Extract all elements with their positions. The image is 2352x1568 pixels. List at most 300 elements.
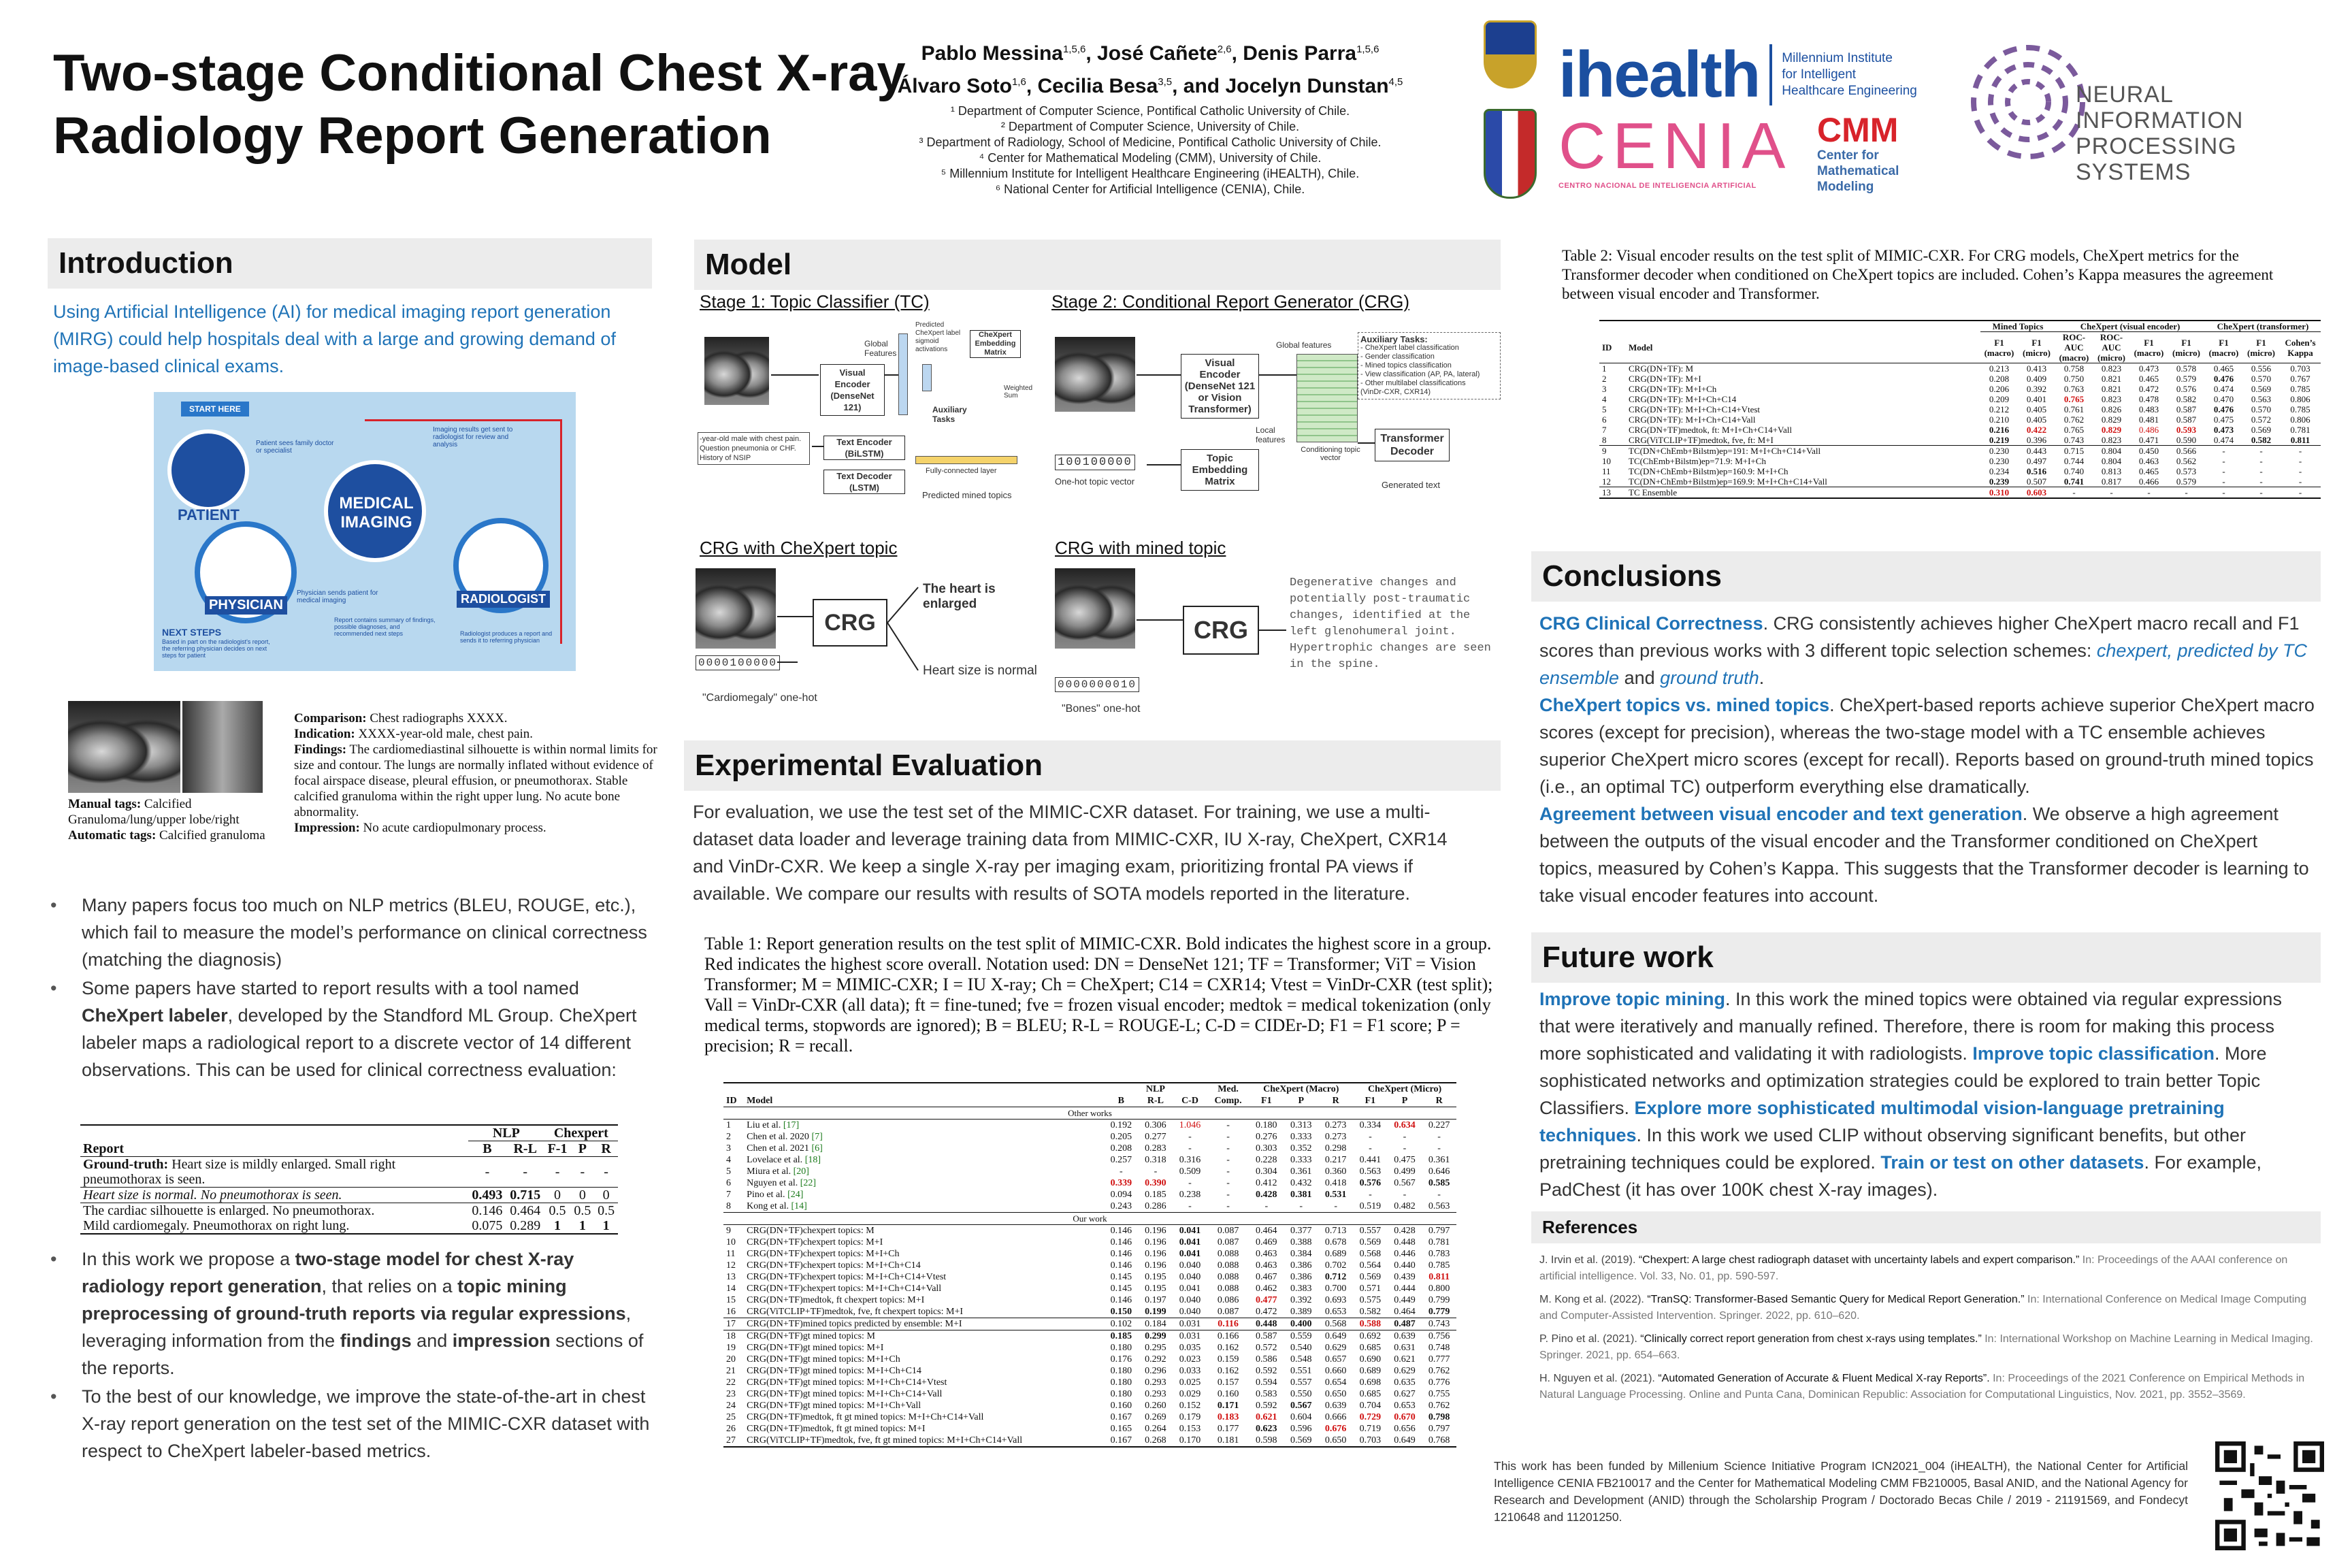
metric-cell: 0.180 — [1110, 1343, 1132, 1353]
predicted-mined-label: Predicted mined topics — [922, 490, 1012, 500]
aux-item: (VinDr-CXR, CXR14) — [1360, 388, 1431, 396]
metric-cell: 0.389 — [1290, 1307, 1312, 1317]
metric-cell: 0.477 — [1256, 1295, 1277, 1305]
metric-cell: - — [1369, 1143, 1372, 1154]
metric-cell: 0.196 — [1145, 1226, 1166, 1236]
metric-cell: 0.299 — [1145, 1331, 1166, 1341]
chexpert-embedding-matrix-node: CheXpert Embedding Matrix — [970, 330, 1021, 358]
mined-topics-header: Mined Topics — [1980, 321, 2055, 332]
model-cell — [744, 1177, 1104, 1189]
metric-cell: 0.768 — [1428, 1435, 1450, 1446]
metric-cell: 0.023 — [1179, 1354, 1201, 1365]
metric-cell: 0.439 — [1394, 1272, 1416, 1282]
conclusion-1-italic: chexpert, predicted by TC ensemble — [1539, 640, 2308, 688]
bullet-text: In this work we propose a — [82, 1249, 295, 1269]
id-cell: 21 — [726, 1366, 736, 1376]
metric-cell: 0.448 — [1256, 1319, 1277, 1329]
metric-cell: 0.474 — [2213, 384, 2234, 394]
metric-cell: 0.412 — [1256, 1178, 1277, 1188]
metric-cell: 0.763 — [2063, 384, 2085, 394]
metric-cell: 0.567 — [1394, 1178, 1416, 1188]
future-d-title: Train or test on other datasets — [1880, 1152, 2144, 1173]
metric-cell: 0.473 — [2213, 425, 2234, 435]
table-cell: 0.5 — [574, 1203, 591, 1218]
aux-items — [1360, 344, 1498, 397]
table-cell: 0 — [602, 1188, 610, 1203]
crg-box: CRG — [813, 599, 887, 647]
metric-cell: 0.146 — [1110, 1237, 1132, 1247]
id-cell: 7 — [726, 1190, 731, 1200]
metric-cell: 0.698 — [1359, 1377, 1382, 1388]
arrow — [1259, 374, 1296, 376]
metric-cell: 0.475 — [2213, 414, 2234, 425]
model-cell: CRG(DN+TF)gt mined topics: M+I+Ch — [747, 1354, 900, 1365]
metric-cell: 0.797 — [1428, 1424, 1450, 1434]
metric-cell: 0.293 — [1145, 1377, 1166, 1388]
cenia-subtitle: CENTRO NACIONAL DE INTELIGENCIA ARTIFICIAL — [1558, 182, 1757, 190]
metric-cell: 0.160 — [1110, 1401, 1132, 1411]
author-soto: Álvaro Soto — [897, 75, 1012, 97]
metric-cell: 0.465 — [2138, 374, 2159, 384]
metric-cell: 0.313 — [1290, 1120, 1312, 1130]
metric-cell: 0.719 — [1359, 1424, 1382, 1434]
metric-cell: 0.762 — [1428, 1401, 1450, 1411]
model-cell — [744, 1143, 1104, 1154]
metric-cell: 0.465 — [2138, 466, 2159, 476]
reference-authors: M. Kong et al. (2022). — [1539, 1294, 1648, 1305]
metric-cell: 0.152 — [1179, 1401, 1201, 1411]
crg-mined-diagram — [1055, 568, 1504, 718]
model-cell — [744, 1131, 1104, 1143]
cardiomegaly-onehot-vector: 0000100000 — [696, 655, 780, 670]
model-cell — [744, 1154, 1104, 1166]
metric-cell: 0.779 — [1428, 1307, 1450, 1317]
table-row — [723, 1330, 1456, 1343]
future-work-text — [1539, 985, 2315, 1203]
metric-cell: 0.466 — [2138, 476, 2159, 487]
comp-col-header: Comp. — [1214, 1096, 1242, 1106]
model-heading: Model — [694, 240, 1501, 290]
model-cell: CRG(DN+TF)gt mined topics: M+I+Ch+C14 — [747, 1366, 921, 1376]
metric-cell: 0.041 — [1179, 1249, 1201, 1259]
id-cell: 3 — [726, 1143, 731, 1154]
metric-cell: 0.472 — [1256, 1307, 1277, 1317]
metric-cell: 0.568 — [1324, 1319, 1347, 1329]
neurips-text-line: PROCESSING SYSTEMS — [2076, 133, 2237, 185]
nlp-header: NLP — [468, 1126, 544, 1141]
t2-rocmicro-header: ROC-AUC (micro) — [2097, 332, 2125, 363]
metric-cell: 0.176 — [1110, 1354, 1132, 1365]
onehot-vector: 100100000 — [1055, 455, 1135, 470]
metric-cell: 0.729 — [1359, 1412, 1382, 1422]
metric-cell: 0.475 — [1394, 1155, 1416, 1165]
metric-cell: 0.196 — [1145, 1260, 1166, 1271]
f1-header: F-1 — [547, 1141, 568, 1156]
metric-cell: 0.170 — [1179, 1435, 1201, 1446]
metric-cell: - — [2222, 476, 2225, 487]
metric-cell: 0.467 — [1256, 1272, 1277, 1282]
metric-cell: 0.587 — [2176, 414, 2197, 425]
metric-cell: 0.476 — [2213, 404, 2234, 414]
table-row — [723, 1271, 1456, 1283]
author-sup: 1,6 — [1011, 76, 1026, 88]
weighted-sum-label: Weighted Sum — [1004, 385, 1033, 399]
id-cell: 12 — [1602, 476, 1611, 487]
onehot-label: One-hot topic vector — [1055, 476, 1135, 487]
sigmoid-vector — [922, 364, 932, 391]
metric-cell: 0.569 — [2251, 384, 2272, 394]
metric-cell: 0.196 — [1145, 1249, 1166, 1259]
metric-cell: 0.040 — [1179, 1260, 1201, 1271]
findings-text: The cardiomediastinal silhouette is within normal limits for size and contour. The lungs are normally inflated without evidence of focal airspace disease, pleural effusion, or pneumothorax. Stable calcified granuloma within the right upper lung. No acute bone abnormality. — [294, 742, 657, 819]
fc-layer-label: Fully-connected layer — [926, 467, 997, 475]
metric-cell: 0.087 — [1217, 1237, 1239, 1247]
metric-cell: 0.571 — [1359, 1284, 1382, 1294]
metric-cell: 0.286 — [1145, 1201, 1166, 1211]
conclusion-1-end: . — [1759, 668, 1765, 688]
metric-cell: 0.031 — [1179, 1319, 1201, 1329]
conclusion-1-title: CRG Clinical Correctness — [1539, 613, 1763, 634]
conclusions-text — [1539, 610, 2315, 909]
future-b-title: Improve topic classification — [1972, 1043, 2215, 1064]
model-cell: CRG(DN+TF)chexpert topics: M+I+Ch+C14+Vall — [747, 1284, 942, 1294]
metric-cell: - — [1403, 1132, 1407, 1142]
table-cell: 1 — [578, 1218, 586, 1233]
metric-cell: 0.157 — [1217, 1377, 1239, 1388]
metric-cell: - — [2222, 456, 2225, 466]
model-cell: CRG(DN+TF): M+I+Ch+C14 — [1629, 394, 1737, 404]
metric-cell: 0.653 — [1324, 1307, 1347, 1317]
metric-cell: 0.666 — [1324, 1412, 1347, 1422]
cmm-subtitle-line: Mathematical — [1817, 164, 1899, 178]
metric-cell: - — [2259, 446, 2263, 456]
author-dunstan: , and Jocelyn Dunstan — [1172, 75, 1389, 97]
local-features-label: Local features — [1256, 425, 1286, 444]
metric-cell: 0.621 — [1394, 1354, 1416, 1365]
cmm-logo — [1817, 112, 1899, 195]
metric-cell: 0.650 — [1324, 1435, 1347, 1446]
id-cell: 3 — [1602, 384, 1607, 394]
metric-cell: 0.582 — [1359, 1307, 1382, 1317]
fc-layer — [915, 456, 1017, 464]
model-cell: TC(DN+ChEmb+Bilstm)ep=160.9: M+I+Ch — [1629, 466, 1788, 476]
metric-cell: 0.181 — [1217, 1435, 1239, 1446]
patient-avatar — [167, 429, 249, 511]
reference-item — [1539, 1331, 2315, 1364]
t2-tf1macro-header: F1 (macro) — [2208, 337, 2239, 358]
metric-cell: 0.462 — [1256, 1284, 1277, 1294]
metric-cell: 0.230 — [1989, 456, 2010, 466]
model-cell: CRG(DN+TF)medtok, ft chexpert topics: M+I — [747, 1295, 925, 1305]
metric-cell: 0.150 — [1110, 1307, 1132, 1317]
metric-cell: 0.800 — [1428, 1284, 1450, 1294]
macro-r-header: R — [1332, 1096, 1339, 1106]
arrow — [777, 616, 813, 617]
infographic-step-text: Radiologist produces a report and sends it to referring physician — [460, 630, 553, 644]
p-header: P — [578, 1141, 587, 1156]
metric-cell: - — [2298, 487, 2302, 497]
metric-cell: 0.689 — [1359, 1366, 1382, 1376]
arrow — [1259, 630, 1286, 631]
metric-cell: 0.177 — [1217, 1424, 1239, 1434]
intro-bullets-2 — [41, 1245, 653, 1466]
model-name: Miura et al. — [747, 1166, 794, 1177]
id-cell: 9 — [726, 1226, 731, 1236]
table-row — [723, 1225, 1456, 1237]
metric-cell: 0.592 — [1256, 1401, 1277, 1411]
affiliation-line: ² Department of Computer Science, University of Chile. — [1000, 120, 1300, 133]
metric-cell: 0.167 — [1110, 1435, 1132, 1446]
metric-cell: 0.744 — [2063, 456, 2085, 466]
metric-cell: 0.217 — [1324, 1155, 1347, 1165]
metric-cell: 0.588 — [1359, 1319, 1382, 1329]
table-row — [723, 1177, 1456, 1189]
bullet-text: Some papers have started to report results with a tool named — [82, 978, 579, 998]
metric-cell: 0.146 — [1110, 1249, 1132, 1259]
bones-generated-text: Degenerative changes and potentially post-traumatic changes, identified at the left glenohumeral joint. Hypertrophic changes are seen in the spine. — [1290, 576, 1491, 671]
table-row — [1599, 363, 2321, 374]
metric-cell: 0.208 — [1110, 1143, 1132, 1154]
metric-cell: 0.446 — [1394, 1249, 1416, 1259]
reference-authors: H. Nguyen et al. (2021). — [1539, 1373, 1659, 1384]
affiliation-line: ¹ Department of Computer Science, Pontifical Catholic University of Chile. — [950, 104, 1350, 118]
table-row — [1599, 435, 2321, 446]
id-cell: 23 — [726, 1389, 736, 1399]
table1-caption: Table 1: Report generation results on the test split of MIMIC-CXR. Bold indicates the highest score in a group. Red indicates the highest score overall. Notation used: DN = DenseNet 121; TF = Transformer; ViT = Vision Transformer; M = MIMIC-CXR; I = IU X-ray; Ch = CheXpert; C14 = CXR14; Vtest = VinDr-CXR (test split); Vall = VinDr-CXR (all data); ft = fine-tuned; fve = frozen visual encoder; medtok = medical tokenization (only medical terms, stopwords are ignored); B = BLEU; R-L = ROUGE-L; C-D = CIDEr-D; F1 = F1 score; P = precision; R = recall. — [704, 934, 1493, 1056]
metric-cell: 0.579 — [2176, 374, 2197, 384]
manual-tags-label: Manual tags: — [68, 797, 142, 811]
physician-label: PHYSICIAN — [205, 596, 287, 615]
metric-cell: 0.472 — [2138, 384, 2159, 394]
arrow — [812, 446, 823, 447]
bullet-item — [41, 1245, 653, 1382]
id-cell: 13 — [1602, 487, 1611, 497]
metric-cell: 0.497 — [2026, 456, 2047, 466]
metric-cell: 0.563 — [1428, 1201, 1450, 1211]
metric-cell: 0.557 — [1359, 1226, 1382, 1236]
metric-cell: - — [1299, 1201, 1303, 1211]
author-sup: 4,5 — [1388, 76, 1403, 88]
metric-cell: 0.829 — [2101, 414, 2122, 425]
metric-cell: 0.566 — [2176, 446, 2197, 456]
metric-cell: 0.418 — [1324, 1178, 1347, 1188]
table-row — [80, 1188, 618, 1203]
metric-cell: 0.031 — [1179, 1331, 1201, 1341]
evaluation-heading: Experimental Evaluation — [684, 740, 1501, 791]
author-besa: , Cecilia Besa — [1026, 75, 1158, 97]
metric-cell: - — [2259, 476, 2263, 487]
metric-cell: 0.646 — [1428, 1166, 1450, 1177]
t2-vf1micro-header: F1 (micro) — [2172, 337, 2200, 358]
ihealth-wordmark: ihealth — [1558, 38, 1760, 111]
aux-item: - View classification (AP, PA, lateral) — [1360, 370, 1480, 378]
arrow — [1358, 442, 1375, 444]
metric-cell: 0.298 — [1324, 1143, 1347, 1154]
metric-cell: 0.478 — [2138, 394, 2159, 404]
table-cell: - — [555, 1164, 560, 1179]
metric-cell: 0.806 — [2290, 414, 2310, 425]
id-cell: 22 — [726, 1377, 736, 1388]
metric-cell: 0.635 — [1394, 1377, 1416, 1388]
metric-cell: 0.785 — [2290, 404, 2310, 414]
metric-cell: 0.587 — [1256, 1331, 1277, 1341]
id-cell: 2 — [1602, 374, 1607, 384]
metric-cell: - — [2259, 456, 2263, 466]
crg-chexpert-title: CRG with CheXpert topic — [700, 538, 898, 558]
micro-r-header: R — [1435, 1096, 1443, 1106]
stage2-xray — [1055, 337, 1135, 412]
bullet-text: , leveraging information from the — [82, 1303, 632, 1351]
metric-cell: 0.463 — [1256, 1260, 1277, 1271]
bullet-bold: two-stage model for chest X-ray radiology report generation — [82, 1249, 574, 1296]
metric-cell: 0.569 — [1359, 1272, 1382, 1282]
metric-cell: 0.482 — [1394, 1201, 1416, 1211]
table-cell: - — [580, 1164, 585, 1179]
table-row — [723, 1248, 1456, 1260]
metric-cell: 0.634 — [1394, 1120, 1416, 1130]
metric-cell: 0.184 — [1145, 1319, 1166, 1329]
metric-cell: 0.146 — [1110, 1226, 1132, 1236]
macro-col-header: CheXpert (Macro) — [1263, 1084, 1339, 1094]
table-row — [723, 1388, 1456, 1400]
metric-cell: 0.761 — [2063, 404, 2085, 414]
metric-cell: 0.579 — [2176, 476, 2197, 487]
metric-cell: - — [1226, 1178, 1230, 1188]
metric-cell: 0.799 — [1428, 1295, 1450, 1305]
metric-cell: 0.811 — [1428, 1272, 1450, 1282]
table-cell: 1 — [554, 1218, 561, 1233]
metric-cell: 0.559 — [1290, 1331, 1312, 1341]
metric-cell: - — [2298, 456, 2302, 466]
metric-cell: 0.531 — [1324, 1190, 1347, 1200]
table-cell: 0.5 — [598, 1203, 615, 1218]
text-encoder-node: Text Encoder (BiLSTM) — [823, 436, 905, 460]
metric-cell: 0.604 — [1290, 1412, 1312, 1422]
metric-cell: 0.400 — [1290, 1319, 1312, 1329]
table-row — [723, 1200, 1456, 1213]
future-c-text: . In this work we used CLIP without observing significant benefits, but other pretraining techniques could be explored. — [1539, 1125, 2247, 1173]
id-cell: 17 — [726, 1319, 736, 1329]
metric-cell: 0.171 — [1217, 1401, 1239, 1411]
id-cell: 6 — [726, 1178, 731, 1188]
id-cell: 1 — [726, 1120, 731, 1130]
metric-cell: 0.551 — [1290, 1366, 1312, 1376]
metric-cell: 0.086 — [1217, 1295, 1239, 1305]
reference-item — [1539, 1292, 2315, 1324]
model-cell: CRG(ViTCLIP+TF)medtok, fve, ft chexpert topics: M+I — [747, 1307, 964, 1317]
global-features-label: Global features — [1276, 340, 1332, 350]
conclusion-1 — [1539, 610, 2315, 691]
id-cell: 11 — [726, 1249, 736, 1259]
metric-cell: - — [2110, 487, 2113, 497]
bullet-bold: topic mining preprocessing of ground-truth reports via regular expressions — [82, 1276, 626, 1324]
table-row — [723, 1411, 1456, 1423]
metric-cell: 0.185 — [1145, 1190, 1166, 1200]
metric-cell: 0.094 — [1110, 1190, 1132, 1200]
metric-cell: 0.785 — [1428, 1260, 1450, 1271]
metric-cell: 0.713 — [1324, 1226, 1347, 1236]
metric-cell: - — [2222, 466, 2225, 476]
metric-cell: 0.564 — [1359, 1260, 1382, 1271]
visual-encoder-header: CheXpert (visual encoder) — [2055, 321, 2205, 332]
infographic-step-text: Based in part on the radiologist's report, the referring physician decides on next steps for patient — [162, 638, 270, 659]
metric-cell: 0.386 — [1290, 1260, 1312, 1271]
table-row — [1599, 446, 2321, 457]
results-table — [723, 1082, 1456, 1448]
metric-cell: 0.586 — [1256, 1354, 1277, 1365]
metric-cell: 0.216 — [1989, 425, 2010, 435]
metric-cell: 0.428 — [1256, 1190, 1277, 1200]
metric-cell: 0.033 — [1179, 1366, 1201, 1376]
bullet-item — [41, 892, 653, 973]
metric-cell: 0.700 — [1324, 1284, 1347, 1294]
table-row — [1599, 466, 2321, 476]
metric-cell: 0.569 — [1359, 1237, 1382, 1247]
metric-cell: 0.422 — [2026, 425, 2047, 435]
metric-cell: 0.576 — [2176, 384, 2197, 394]
metric-cell: 0.465 — [2213, 363, 2234, 374]
metric-cell: 0.653 — [1394, 1401, 1416, 1411]
metric-cell: 0.557 — [1290, 1377, 1312, 1388]
metric-cell: 0.088 — [1217, 1260, 1239, 1271]
id-cell: 27 — [726, 1435, 736, 1446]
r-header: R — [601, 1141, 611, 1156]
conclusion-1-and: and — [1619, 668, 1661, 688]
citation: [6] — [811, 1143, 823, 1154]
future-b-text: . More sophisticated networks and optimization strategies could be explored to train better Topic Classifiers. — [1539, 1043, 2267, 1118]
metric-cell: 0.210 — [1989, 414, 2010, 425]
metric-cell: 0.777 — [1428, 1354, 1450, 1365]
metric-cell: 0.583 — [1256, 1389, 1277, 1399]
metric-cell: 0.227 — [1428, 1120, 1450, 1130]
metric-cell: 0.208 — [1989, 374, 2010, 384]
conclusions-heading: Conclusions — [1531, 551, 2321, 602]
table-row — [723, 1306, 1456, 1318]
report-text-cell: Heart size is normal. No pneumothorax is seen. — [83, 1188, 342, 1203]
automatic-tags-value: Calcified granuloma — [159, 828, 265, 843]
reference-title: “TranSQ: Transformer-Based Semantic Query for Medical Report Generation.” — [1647, 1294, 2025, 1305]
bullet-text: , developed by the Standford ML Group. CheXpert labeler maps a radiological report to a discrete vector of 14 different observations. This can be used for clinical correctness evaluation: — [82, 1005, 637, 1080]
metric-cell: 0.587 — [2176, 404, 2197, 414]
model-cell: CRG(DN+TF)gt mined topics: M+I — [747, 1343, 884, 1353]
model-cell: CRG(DN+TF)medtok, ft: M+I+Ch+C14+Vall — [1629, 425, 1792, 435]
model-name: Lovelace et al. — [747, 1155, 805, 1165]
arrow — [885, 374, 898, 376]
metric-cell: 1.046 — [1179, 1120, 1201, 1130]
macro-f1-header: F1 — [1261, 1096, 1272, 1106]
aux-item: - CheXpert label classification — [1360, 344, 1459, 352]
metric-cell: 0.823 — [2101, 435, 2122, 445]
metric-cell: 0.715 — [2063, 446, 2085, 456]
table-row — [1599, 414, 2321, 425]
affiliations — [844, 103, 1456, 197]
reference-venue: In: Proceedings of the AAAI conference on artificial intelligence. Vol. 33, No. 01, pp. 590-597. — [1539, 1254, 2288, 1282]
model-cell: TC Ensemble — [1629, 487, 1678, 497]
metric-cell: 0.386 — [1290, 1272, 1312, 1282]
metric-cell: 0.750 — [2063, 374, 2085, 384]
future-c-title: Explore more sophisticated multimodal vision-language pretraining techniques — [1539, 1098, 2225, 1145]
metric-cell: 0.470 — [2213, 394, 2234, 404]
global-features-label: Global Features — [864, 339, 897, 358]
metric-cell: - — [2259, 487, 2263, 497]
table-cell: 0.493 — [472, 1188, 503, 1203]
feature-stack — [1296, 354, 1358, 442]
crg-output-arrows — [887, 568, 921, 691]
metric-cell: 0.781 — [1428, 1237, 1450, 1247]
metric-cell: 0.598 — [1256, 1435, 1277, 1446]
small-table-body — [80, 1188, 618, 1234]
metric-cell: 0.167 — [1110, 1412, 1132, 1422]
